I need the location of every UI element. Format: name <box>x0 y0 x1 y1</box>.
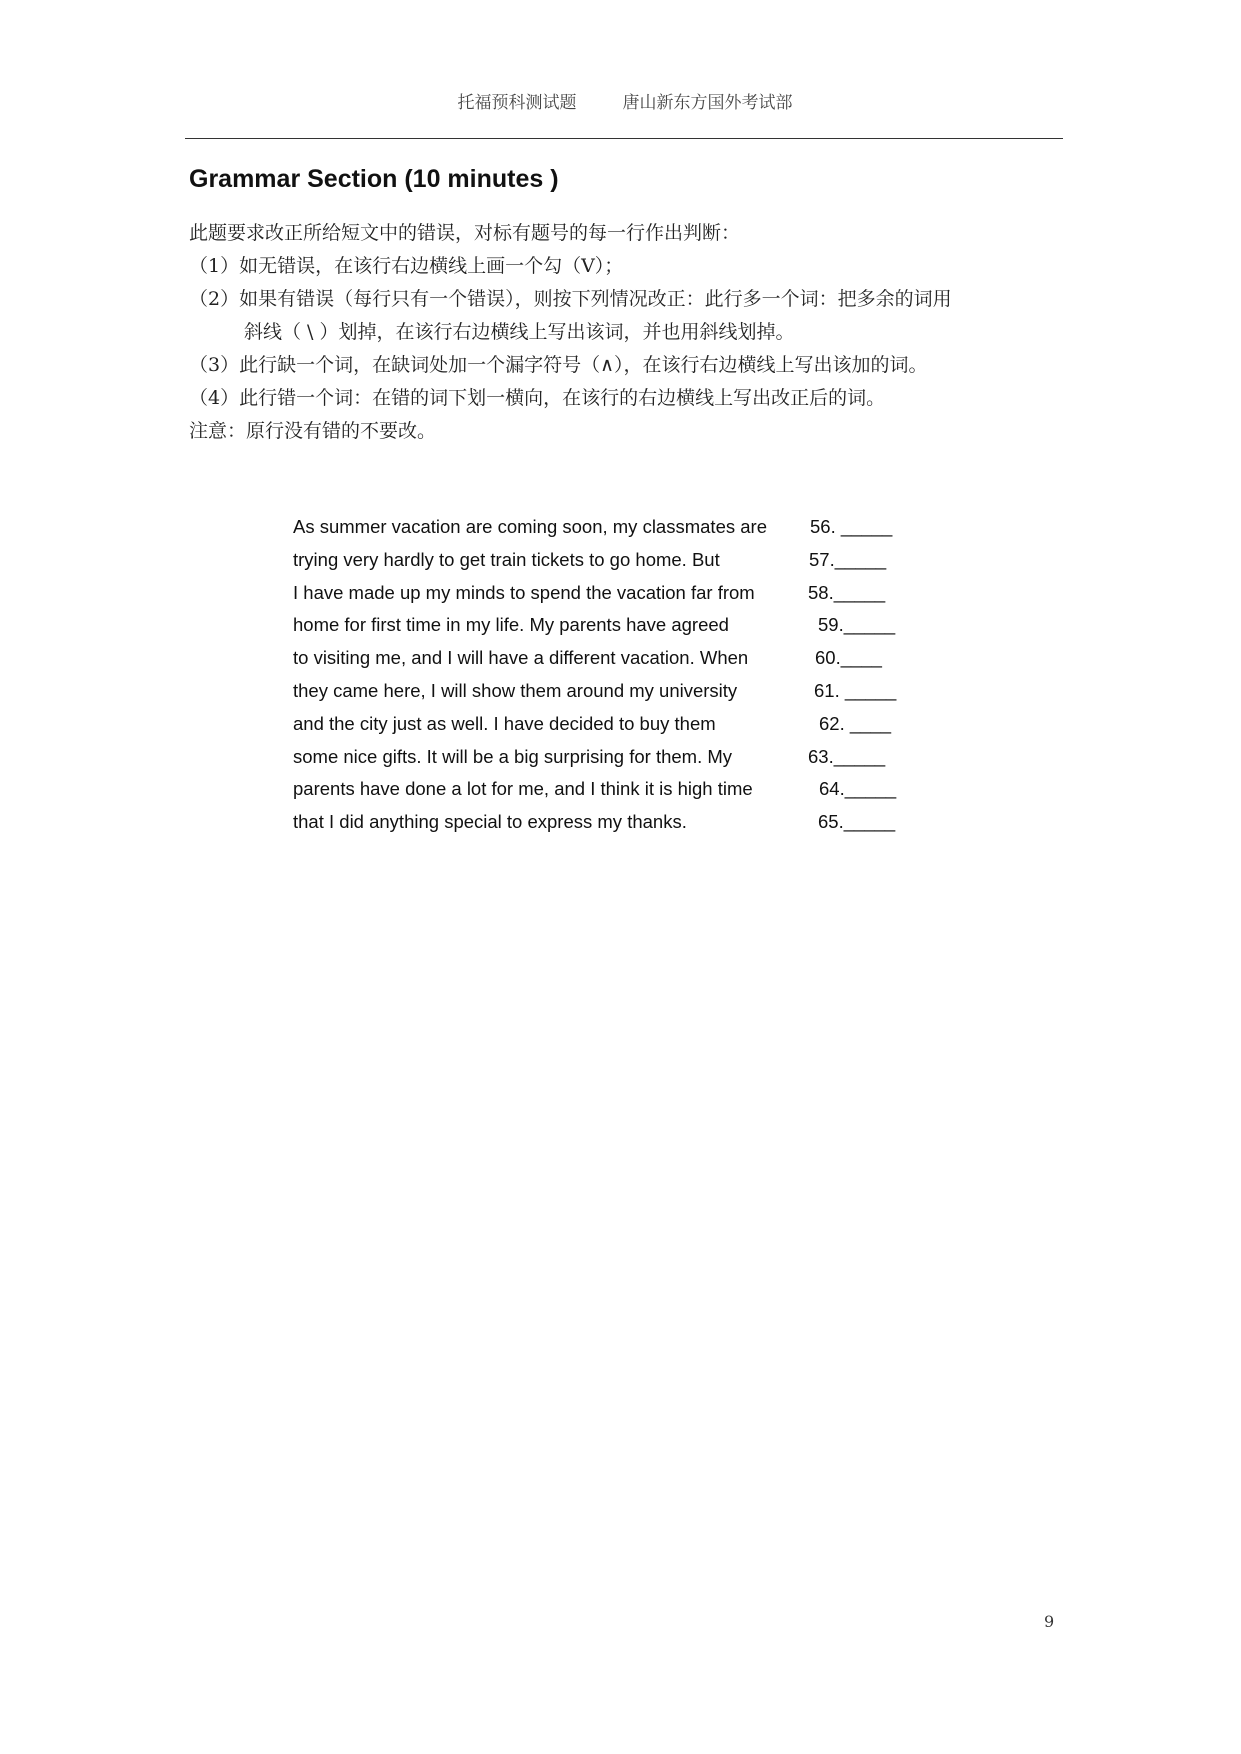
passage-line: to visiting me, and I will have a different vacation. When <box>293 647 749 669</box>
passage-row <box>293 577 933 610</box>
header-left-text: 托福预科测试题 <box>457 93 577 113</box>
answer-blank: 57._____ <box>809 548 887 570</box>
passage-line: I have made up my minds to spend the vacation far from <box>293 581 755 603</box>
passage-line: home for first time in my life. My parents have agreed <box>293 614 729 636</box>
instruction-line: （4）此行错一个词：在错的词下划一横向，在该行的右边横线上写出改正后的词。 <box>189 387 886 409</box>
passage-line: they came here, I will show them around my university <box>293 679 738 701</box>
passage-line: As summer vacation are coming soon, my classmates are <box>293 516 767 537</box>
passage-line: and the city just as well. I have decided to buy them <box>293 712 716 734</box>
header-right-text: 唐山新东方国外考试部 <box>622 93 793 113</box>
passage-line: parents have done a lot for me, and I think it is high time <box>293 778 753 800</box>
passage-row <box>293 675 933 708</box>
passage-row <box>293 806 933 839</box>
passage-row <box>293 773 933 806</box>
answer-blank: 63._____ <box>808 745 886 767</box>
answer-blank: 64._____ <box>819 778 897 800</box>
instructions-block <box>189 217 1069 448</box>
passage-block <box>293 511 933 839</box>
instruction-note: 注意：原行没有错的不要改。 <box>189 420 437 442</box>
passage-row <box>293 544 933 577</box>
passage-row <box>293 741 933 774</box>
answer-blank: 59._____ <box>818 614 896 636</box>
header-divider <box>185 138 1063 139</box>
instruction-line: 此题要求改正所给短文中的错误，对标有题号的每一行作出判断： <box>189 222 741 244</box>
answer-blank: 58._____ <box>808 581 886 603</box>
page-header <box>185 88 1065 113</box>
instruction-line: （3）此行缺一个词，在缺词处加一个漏字符号（∧），在该行右边横线上写出该加的词。 <box>189 354 928 376</box>
section-title: Grammar Section (10 minutes ) <box>189 165 559 193</box>
answer-blank: 56. _____ <box>810 516 893 537</box>
instruction-line: 斜线（ \ ）划掉，在该行右边横线上写出该词，并也用斜线划掉。 <box>244 321 795 343</box>
passage-row <box>293 642 933 675</box>
answer-blank: 65._____ <box>818 811 896 833</box>
answer-blank: 60.____ <box>815 647 882 669</box>
passage-row <box>293 708 933 741</box>
passage-row <box>293 609 933 642</box>
passage-line: some nice gifts. It will be a big surprising for them. My <box>293 745 733 767</box>
passage-line: that I did anything special to express my thanks. <box>293 811 687 833</box>
passage-row <box>293 511 933 544</box>
passage-line: trying very hardly to get train tickets to go home. But <box>293 548 720 570</box>
answer-blank: 62. ____ <box>819 712 892 734</box>
page-number: 9 <box>1044 1612 1055 1631</box>
answer-blank: 61. _____ <box>814 679 897 701</box>
instruction-line: （2）如果有错误（每行只有一个错误），则按下列情况改正：此行多一个词：把多余的词用 <box>189 288 952 310</box>
instruction-line: （1）如无错误，在该行右边横线上画一个勾（V）； <box>189 255 624 277</box>
